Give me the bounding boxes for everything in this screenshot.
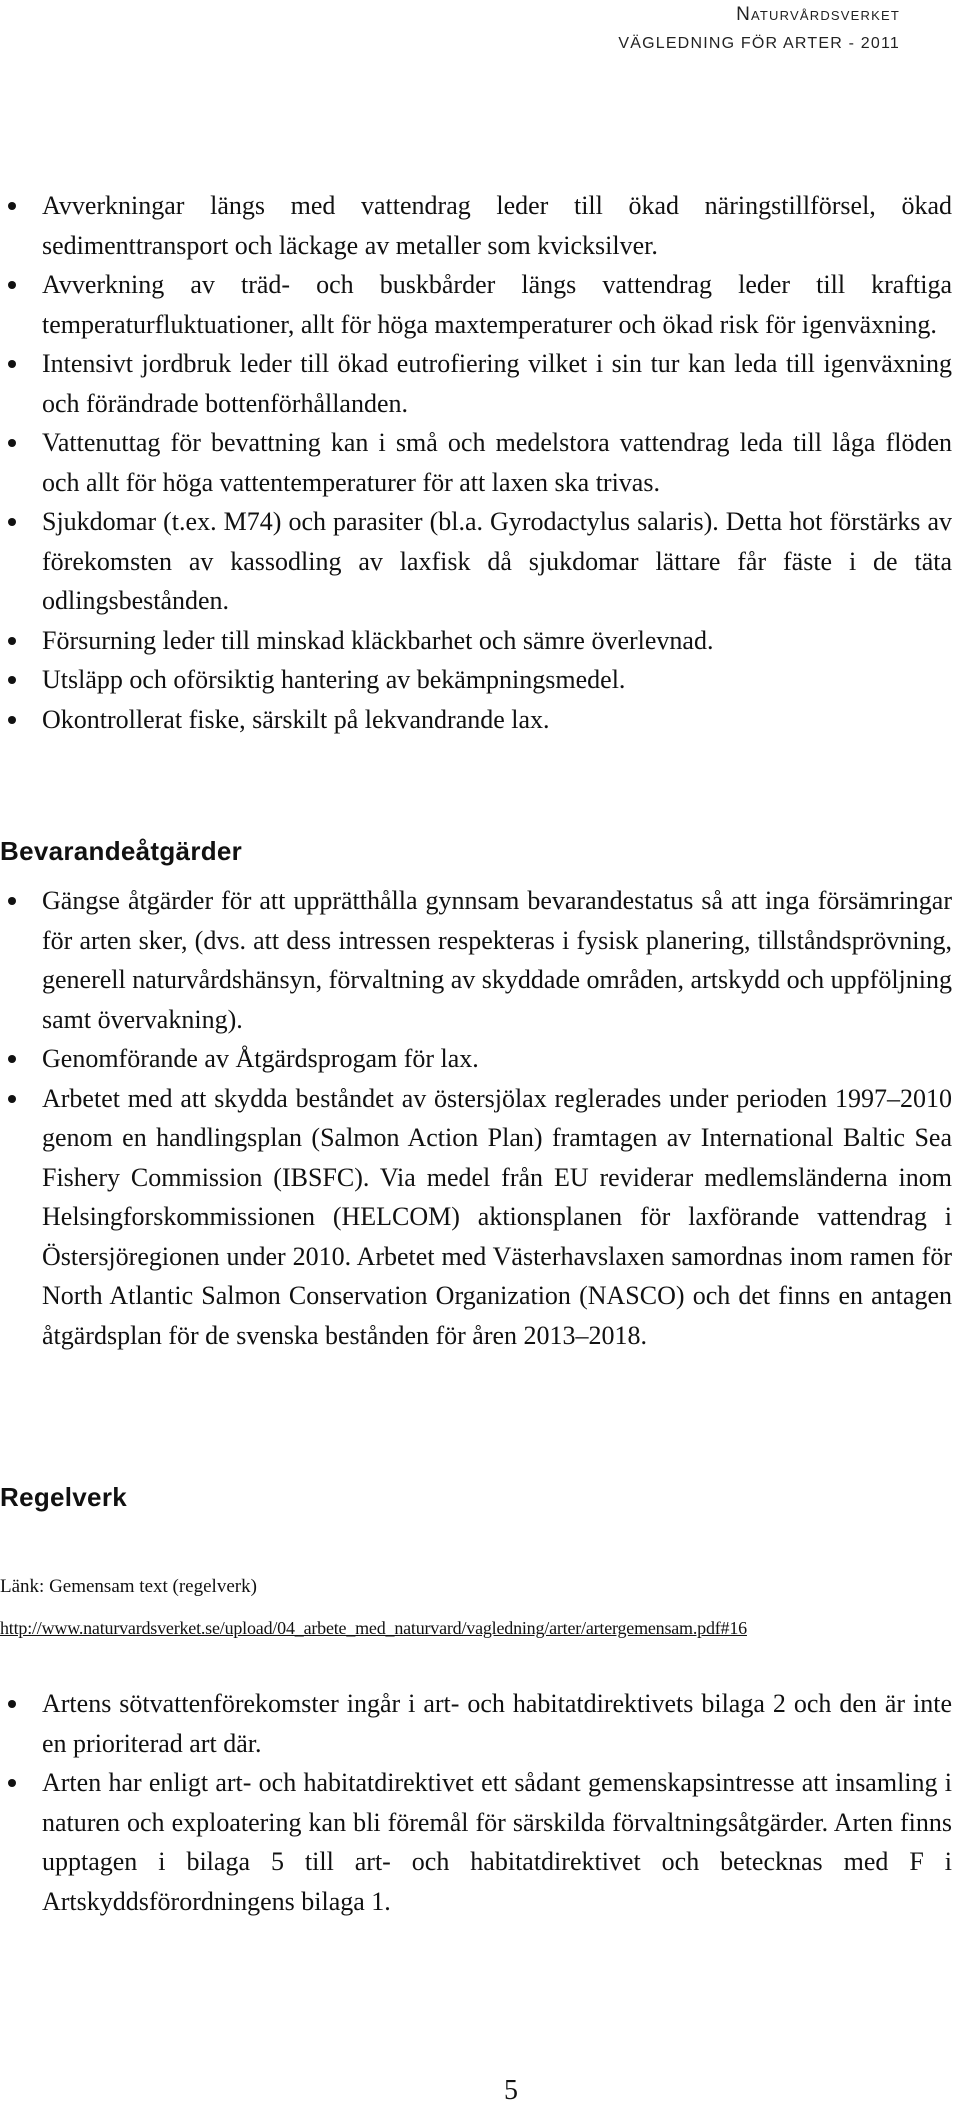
section-heading-regelverk: Regelverk [0,1482,127,1512]
list-item: Avverkningar längs med vattendrag leder till ökad näringstillförsel, ökad sedimenttransport och läckage av metaller som kvicksilver. [0,186,952,265]
regulations-list [0,1684,952,1921]
regulations-link[interactable]: http://www.naturvardsverket.se/upload/04_arbete_med_naturvard/vagledning/arter/artergemensam.pdf#16 [0,1618,747,1638]
page-number: 5 [504,2075,518,2106]
threats-list [0,186,952,739]
list-item: Arten har enligt art- och habitatdirektivet ett sådant gemenskapsintresse att insamling i naturen och exploatering kan bli föremål för särskilda förvaltningsåtgärder. Arten finns upptagen i bilaga 5 till art- och habitatdirektivet och betecknas med F i Artskyddsförordningens bilaga 1. [0,1763,952,1921]
list-item: Intensivt jordbruk leder till ökad eutrofiering vilket i sin tur kan leda till igenväxning och förändrade bottenförhållanden. [0,344,952,423]
list-item: Utsläpp och oförsiktig hantering av bekämpningsmedel. [0,660,952,700]
header-organization: Naturvårdsverket [736,4,900,25]
list-item: Genomförande av Åtgärdsprogam för lax. [0,1039,952,1079]
list-item: Okontrollerat fiske, särskilt på lekvandrande lax. [0,700,952,740]
list-item: Gängse åtgärder för att upprätthålla gynnsam bevarandestatus så att inga försämringar för arten sker, (dvs. att dess intressen respekteras i fysisk planering, tillståndsprövning, generell naturvårdshänsyn, förvaltning av skyddade områden, artskydd och uppföljning samt övervakning). [0,881,952,1039]
list-item: Sjukdomar (t.ex. M74) och parasiter (bl.a. Gyrodactylus salaris). Detta hot förstärks av förekomsten av kassodling av laxfisk då sjukdomar lättare får fäste i de täta odlingsbestånden. [0,502,952,621]
link-label: Länk: Gemensam text (regelverk) [0,1576,257,1597]
list-item: Arbetet med att skydda beståndet av östersjölax reglerades under perioden 1997–2010 genom en handlingsplan (Salmon Action Plan) framtagen av International Baltic Sea Fishery Commission (IBSFC). Via medel från EU reviderar medlemsländerna inom Helsingforskommissionen (HELCOM) aktionsplanen för laxförande vattendrag i Östersjöregionen under 2010. Arbetet med Västerhavslaxen samordnas inom ramen för North Atlantic Salmon Conservation Organization (NASCO) och det finns en antagen åtgärdsplan för de svenska bestånden för åren 2013–2018. [0,1079,952,1356]
list-item: Artens sötvattenförekomster ingår i art- och habitatdirektivets bilaga 2 och den är inte en prioriterad art där. [0,1684,952,1763]
list-item: Vattenuttag för bevattning kan i små och medelstora vattendrag leda till låga flöden och allt för höga vattentemperaturer för att laxen ska trivas. [0,423,952,502]
list-item: Avverkning av träd- och buskbårder längs vattendrag leder till kraftiga temperaturfluktuationer, allt för höga maxtemperaturer och ökad risk för igenväxning. [0,265,952,344]
page-header [618,0,900,58]
header-subtitle: VÄGLEDNING FÖR ARTER - 2011 [618,35,900,52]
list-item: Försurning leder till minskad kläckbarhet och sämre överlevnad. [0,621,952,661]
conservation-list [0,881,952,1355]
section-heading-bevarandeatgarder: Bevarandeåtgärder [0,836,243,866]
